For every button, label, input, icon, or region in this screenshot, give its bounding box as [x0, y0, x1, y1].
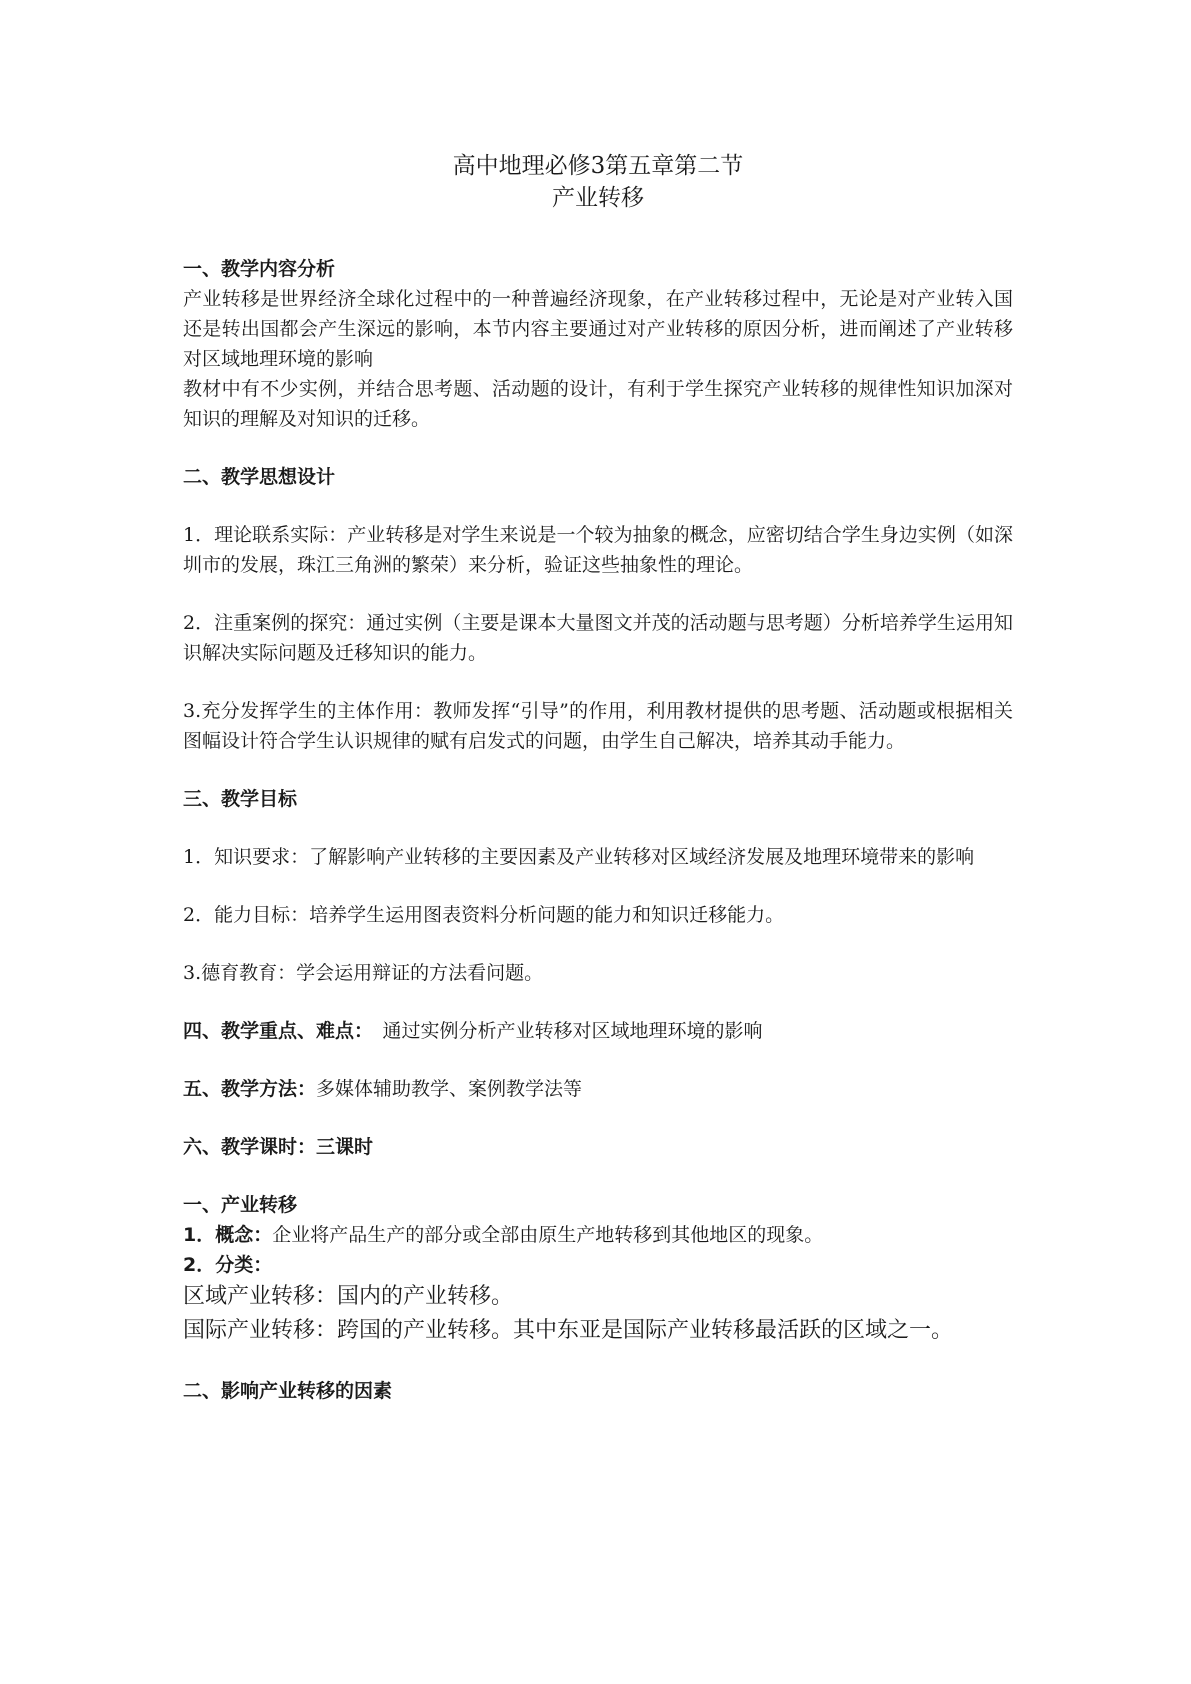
document-subtitle: 产业转移: [552, 185, 644, 211]
key-points-line: [183, 1016, 1013, 1046]
document-title: 高中地理必修3第五章第二节: [452, 153, 744, 179]
section-heading-design: 二、教学思想设计: [183, 466, 336, 488]
paragraph: 2．注重案例的探究：通过实例（主要是课本大量图文并茂的活动题与思考题）分析培养学生运用知识解决实际问题及迁移知识的能力。: [183, 612, 1013, 664]
method-line: [183, 1074, 1013, 1104]
paragraph: 教材中有不少实例，并结合思考题、活动题的设计，有利于学生探究产业转移的规律性知识加深对知识的理解及对知识的迁移。: [183, 378, 1013, 430]
classification-international: 国际产业转移：跨国的产业转移。其中东亚是国际产业转移最活跃的区域之一。: [183, 1318, 954, 1343]
section-heading-goals: 三、教学目标: [183, 788, 298, 810]
paragraph: 3.德育教育：学会运用辩证的方法看问题。: [183, 962, 544, 984]
class-hours-line: 六、教学课时：三课时: [183, 1136, 374, 1158]
concept-line: [183, 1220, 1013, 1250]
paragraph: 2．能力目标：培养学生运用图表资料分析问题的能力和知识迁移能力。: [183, 904, 785, 926]
key-points-text: 通过实例分析产业转移对区域地理环境的影响: [382, 1020, 763, 1042]
concept-text: 企业将产品生产的部分或全部由原生产地转移到其他地区的现象。: [272, 1224, 824, 1246]
paragraph: 1．理论联系实际：产业转移是对学生来说是一个较为抽象的概念，应密切结合学生身边实例（如深圳市的发展，珠江三角洲的繁荣）来分析，验证这些抽象性的理论。: [183, 524, 1013, 576]
section-heading-factors: 二、影响产业转移的因素: [183, 1380, 393, 1402]
paragraph: 1．知识要求：了解影响产业转移的主要因素及产业转移对区域经济发展及地理环境带来的影响: [183, 846, 975, 868]
concept-label: 1．概念：: [183, 1224, 273, 1246]
section-heading-content-analysis: 一、教学内容分析: [183, 258, 336, 280]
method-label: 五、教学方法：: [183, 1078, 317, 1100]
section-heading-industry-transfer: 一、产业转移: [183, 1194, 298, 1216]
paragraph: 产业转移是世界经济全球化过程中的一种普遍经济现象，在产业转移过程中，无论是对产业转入国还是转出国都会产生深远的影响，本节内容主要通过对产业转移的原因分析，进而阐述了产业转移对区域地理环境的影响: [183, 288, 1013, 370]
key-points-label: 四、教学重点、难点：: [183, 1020, 364, 1042]
paragraph: 3.充分发挥学生的主体作用：教师发挥“引导”的作用，利用教材提供的思考题、活动题或根据相关图幅设计符合学生认识规律的赋有启发式的问题，由学生自己解决，培养其动手能力。: [183, 700, 1013, 752]
document-page: [183, 150, 1013, 1406]
classification-label: 2．分类：: [183, 1254, 273, 1276]
classification-regional: 区域产业转移：国内的产业转移。: [183, 1284, 514, 1309]
method-text: 多媒体辅助教学、案例教学法等: [316, 1078, 583, 1100]
